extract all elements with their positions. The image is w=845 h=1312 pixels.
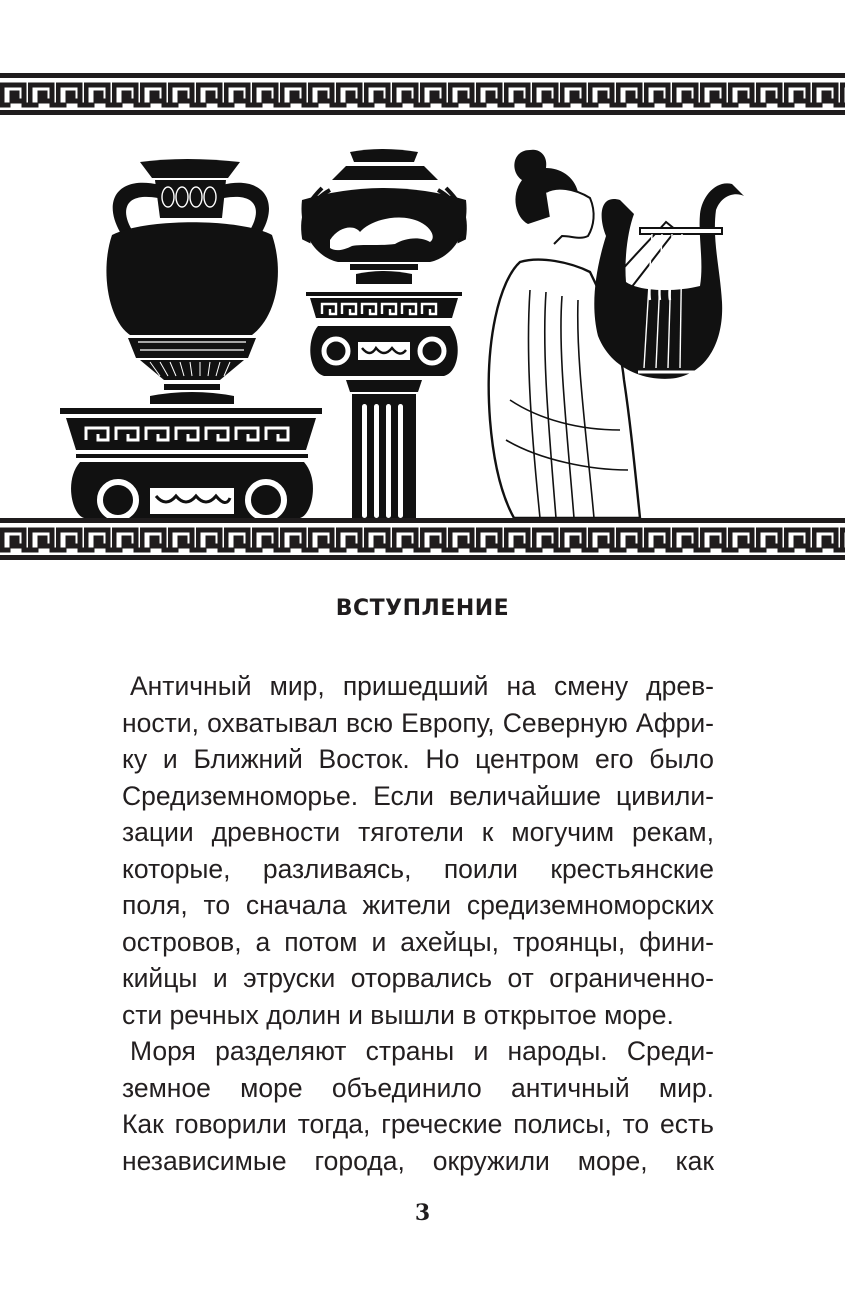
page-number: 3 (414, 1200, 431, 1226)
text-line: независимые города, окружили море, как (122, 1145, 714, 1176)
amphora-icon (60, 159, 322, 518)
text-line: ку и Ближний Восток. Но центром его было (122, 744, 714, 774)
text-line: островов, а потом и ахейцы, троянцы, фини- (122, 926, 714, 957)
text-line: Моря разделяют страны и народы. Среди- (130, 1036, 714, 1066)
text-line: которые, разливаясь, поили крестьянские (122, 853, 714, 884)
greek-meander-border-bottom (0, 518, 845, 560)
meander-pattern-icon (0, 518, 845, 560)
paragraph (122, 1033, 714, 1179)
text-line: кийцы и этруски оторвались от ограниченно- (122, 963, 714, 993)
column-with-vase-icon (301, 149, 466, 518)
chapter-heading: ВСТУПЛЕНИЕ (335, 596, 510, 621)
text-line: земное море объединило античный мир. (122, 1072, 714, 1103)
paragraph (122, 668, 714, 1033)
antique-illustration (0, 115, 845, 520)
body-text (122, 668, 714, 1179)
text-line: Античный мир, пришедший на смену древ- (130, 671, 714, 701)
text-line: ности, охватывал всю Европу, Северную Афри- (122, 707, 714, 738)
text-line: Как говорили тогда, греческие полисы, то есть (122, 1109, 714, 1139)
text-line: поля, то сначала жители средиземноморских (122, 890, 714, 920)
woman-with-lyre-icon (489, 150, 744, 518)
text-line: сти речных долин и вышли в открытое море. (122, 999, 674, 1030)
text-line: Средиземноморье. Если величайшие цивили- (122, 780, 714, 811)
text-line: зации древности тяготели к могучим рекам, (122, 817, 714, 847)
meander-pattern-icon (0, 73, 845, 115)
greek-meander-border-top (0, 73, 845, 115)
